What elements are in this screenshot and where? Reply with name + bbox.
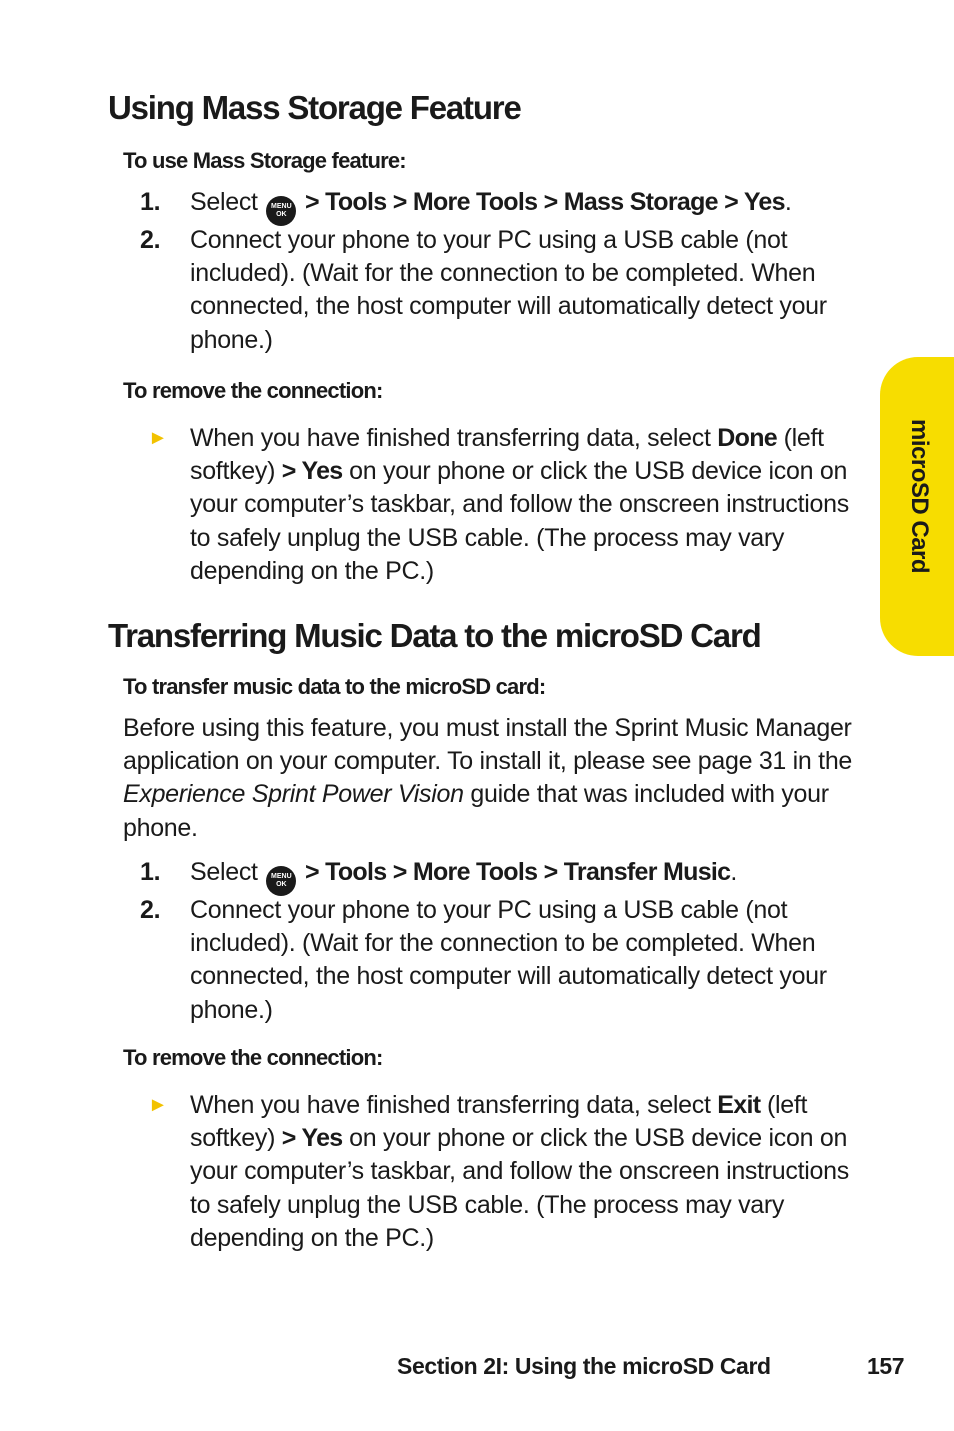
step-number: 1.: [140, 858, 161, 886]
subhead-use-mass-storage: To use Mass Storage feature:: [123, 148, 406, 173]
step-select-text: Select: [190, 858, 258, 886]
step-number: 1.: [140, 188, 161, 216]
bullet-text: When you have finished transferring data, select Done (left softkey) > Yes on your phone or click the USB device icon on your computer’s taskbar, and follow the onscreen instructions to safely unplug the USB cable. (The process may vary depending on the PC.): [190, 424, 849, 585]
step-text: Connect your phone to your PC using a USB cable (not included). (Wait for the connection to be completed. When connected, the host computer will automatically detect your phone.): [190, 226, 827, 354]
menu-path: > Tools > More Tools > Mass Storage > Yes: [305, 188, 785, 216]
footer-section: Section 2I: Using the microSD Card: [397, 1353, 771, 1379]
menu-ok-icon: MENU OK: [266, 196, 296, 226]
subhead-remove-connection: To remove the connection:: [123, 1045, 383, 1070]
step-number: 2.: [140, 896, 161, 924]
triangle-bullet-icon: ►: [148, 427, 168, 449]
intro-paragraph: Before using this feature, you must install the Sprint Music Manager application on your computer. To install it, please see page 31 in the Experience Sprint Power Vision guide that was included with your phone.: [123, 714, 853, 842]
step-text: Connect your phone to your PC using a USB cable (not included). (Wait for the connection to be completed. When connected, the host computer will automatically detect your phone.): [190, 896, 827, 1024]
bullet-text: When you have finished transferring data, select Exit (left softkey) > Yes on your phone or click the USB device icon on your computer’s taskbar, and follow the onscreen instructions to safely unplug the USB cable. (The process may vary depending on the PC.): [190, 1091, 849, 1252]
list-item: [140, 894, 870, 1027]
subhead-remove-connection: To remove the connection:: [123, 378, 383, 403]
list-item: [140, 422, 870, 588]
triangle-bullet-icon: ►: [148, 1094, 168, 1116]
step-number: 2.: [140, 226, 161, 254]
list-item: 1. Select MENU OK > Tools > More Tools > Mass Storage > Yes.: [140, 186, 870, 226]
chapter-tab-label: microSD Card: [906, 419, 933, 574]
list-item: [140, 224, 870, 357]
list-item: [140, 1089, 870, 1255]
menu-path: > Tools > More Tools > Transfer Music: [305, 858, 731, 886]
subhead-transfer-music: To transfer music data to the microSD card:: [123, 674, 546, 699]
section-title-transfer-music: Transferring Music Data to the microSD Card: [108, 617, 761, 654]
page-number: 157: [867, 1353, 905, 1379]
section-title-mass-storage: Using Mass Storage Feature: [108, 89, 521, 126]
menu-ok-icon: MENU OK: [266, 866, 296, 896]
step-select-text: Select: [190, 188, 258, 216]
list-item: 1. Select MENU OK > Tools > More Tools > Transfer Music.: [140, 856, 870, 896]
